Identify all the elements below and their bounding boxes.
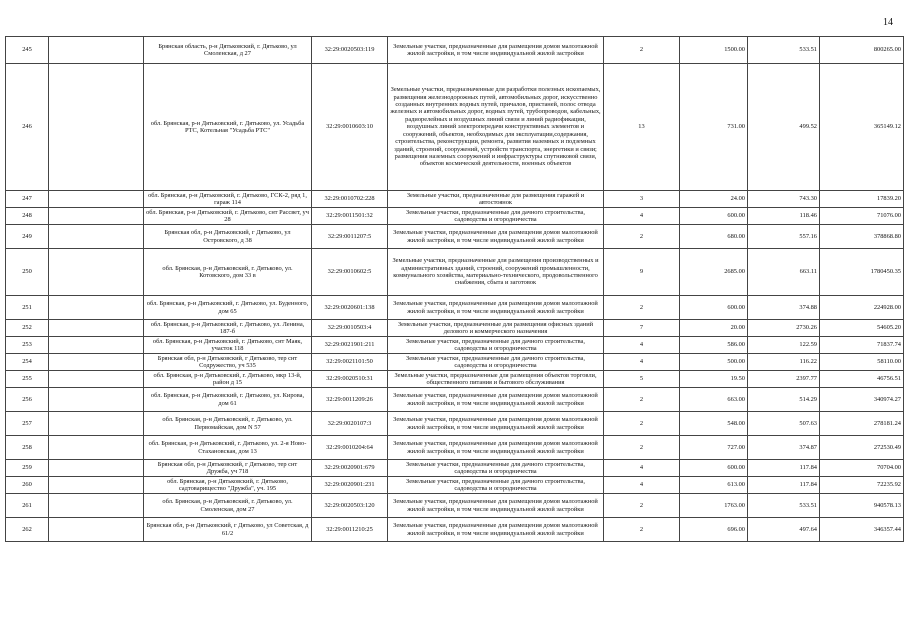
land-use-cell: Земельные участки, предназначенные для размещения производственных и административных зданий, строений, сооружений промышленности, коммунального хозяйства, материально-технического, продовольственного снабжения, сбыта и заготовок xyxy=(388,249,604,296)
blank-cell xyxy=(49,249,144,296)
table-row xyxy=(6,191,904,208)
area-cell: 600.00 xyxy=(680,296,748,320)
address-cell: обл. Брянская, р-н Дятьковский, г. Дятьково, ул. Ленина, 187-б xyxy=(144,320,312,337)
cadastral-value-cell: 346357.44 xyxy=(820,518,904,542)
rate-cell: 514.29 xyxy=(748,388,820,412)
row-number: 248 xyxy=(6,208,49,225)
row-number: 254 xyxy=(6,354,49,371)
cadastral-value-cell: 71076.00 xyxy=(820,208,904,225)
category-cell: 2 xyxy=(604,388,680,412)
cadastral-number-cell: 32:29:0021101:50 xyxy=(312,354,388,371)
table-row xyxy=(6,477,904,494)
table-row xyxy=(6,320,904,337)
cadastral-value-cell: 800265.00 xyxy=(820,37,904,64)
cadastral-value-cell: 224928.00 xyxy=(820,296,904,320)
rate-cell: 2397.77 xyxy=(748,371,820,388)
blank-cell xyxy=(49,225,144,249)
category-cell: 4 xyxy=(604,354,680,371)
address-cell: обл. Брянская, р-н Дятьковский, г. Дятьково, ул. Усадьба РТС, Котельная "Усадьба РТС" xyxy=(144,64,312,191)
row-number: 258 xyxy=(6,436,49,460)
land-use-cell: Земельные участки, предназначенные для дачного строительства, садоводства и огородничества xyxy=(388,460,604,477)
cadastral-value-cell: 340974.27 xyxy=(820,388,904,412)
blank-cell xyxy=(49,518,144,542)
blank-cell xyxy=(49,371,144,388)
land-use-cell: Земельные участки, предназначенные для размещения домов малоэтажной жилой застройки, в том числе индивидуальной жилой застройки xyxy=(388,494,604,518)
rate-cell: 122.59 xyxy=(748,337,820,354)
category-cell: 2 xyxy=(604,494,680,518)
land-use-cell: Земельные участки, предназначенные для размещения домов малоэтажной жилой застройки, в том числе индивидуальной жилой застройки xyxy=(388,225,604,249)
row-number: 255 xyxy=(6,371,49,388)
blank-cell xyxy=(49,191,144,208)
land-use-cell: Земельные участки, предназначенные для размещения домов малоэтажной жилой застройки, в том числе индивидуальной жилой застройки xyxy=(388,296,604,320)
cadastral-value-cell: 1780450.35 xyxy=(820,249,904,296)
address-cell: Брянская обл, р-н Дятьковский, г Дятьково, тер снт Дружба, уч 718 xyxy=(144,460,312,477)
area-cell: 500.00 xyxy=(680,354,748,371)
land-use-cell: Земельные участки, предназначенные для разработки полезных ископаемых, размещения железнодорожных путей, автомобильных дорог, искусственно созданных внутренних водных путей, причалов, пристаней, полос отвода железных и автомобильных дорог, водных путей, трубопроводов, кабельных, радиорелейных и воздушных линий связи и линий радиофикации, воздушных линий электропередачи конструктивных элементов и сооружений, объектов, необходимых для эксплуатации,содержания, строительства, реконструкции, ремонта, развития наземных и подземных зданий, строений, сооружений, устройств транспорта, энергетики и связи; размещения наземных сооружений и инфраструктуры спутниковой связи, объектов космической деятельности, военных объектов xyxy=(388,64,604,191)
address-cell: Брянская обл, р-н Дятьковский, г Дятьково, ул Островского, д 38 xyxy=(144,225,312,249)
category-cell: 4 xyxy=(604,477,680,494)
blank-cell xyxy=(49,296,144,320)
cadastral-value-cell: 46756.51 xyxy=(820,371,904,388)
land-use-cell: Земельные участки, предназначенные для размещения домов малоэтажной жилой застройки, в том числе индивидуальной жилой застройки xyxy=(388,412,604,436)
area-cell: 663.00 xyxy=(680,388,748,412)
land-use-cell: Земельные участки, предназначенные для размещения домов малоэтажной жилой застройки, в том числе индивидуальной жилой застройки xyxy=(388,436,604,460)
row-number: 260 xyxy=(6,477,49,494)
cadastral-number-cell: 32:29:0010602:5 xyxy=(312,249,388,296)
area-cell: 613.00 xyxy=(680,477,748,494)
rate-cell: 533.51 xyxy=(748,37,820,64)
category-cell: 7 xyxy=(604,320,680,337)
row-number: 253 xyxy=(6,337,49,354)
row-number: 250 xyxy=(6,249,49,296)
address-cell: обл. Брянская, р-н Дятьковский, г. Дятьково, мкр 13-й, район д 15 xyxy=(144,371,312,388)
cadastral-number-cell: 32:29:0011209:26 xyxy=(312,388,388,412)
cadastral-number-cell: 32:29:0010503:4 xyxy=(312,320,388,337)
rate-cell: 117.84 xyxy=(748,460,820,477)
cadastral-number-cell: 32:29:0010702:228 xyxy=(312,191,388,208)
rate-cell: 117.84 xyxy=(748,477,820,494)
category-cell: 4 xyxy=(604,337,680,354)
rate-cell: 557.16 xyxy=(748,225,820,249)
land-use-cell: Земельные участки, предназначенные для размещения гаражей и автостоянок xyxy=(388,191,604,208)
area-cell: 548.00 xyxy=(680,412,748,436)
rate-cell: 374.87 xyxy=(748,436,820,460)
blank-cell xyxy=(49,37,144,64)
row-number: 247 xyxy=(6,191,49,208)
area-cell: 600.00 xyxy=(680,460,748,477)
cadastral-number-cell: 32:29:0020503:119 xyxy=(312,37,388,64)
cadastral-number-cell: 32:29:0011501:32 xyxy=(312,208,388,225)
cadastral-value-cell: 365149.12 xyxy=(820,64,904,191)
table-row xyxy=(6,225,904,249)
cadastral-number-cell: 32:29:0010204:64 xyxy=(312,436,388,460)
address-cell: обл. Брянская, р-н Дятьковский, г. Дятьково, ГСК-2, ряд 1, гараж 114 xyxy=(144,191,312,208)
address-cell: обл. Брянская, р-н Дятьковский, г. Дятьково, снт Маяк, участок 118 xyxy=(144,337,312,354)
category-cell: 4 xyxy=(604,208,680,225)
rate-cell: 497.64 xyxy=(748,518,820,542)
address-cell: обл. Брянская, р-н Дятьковский, г. Дятьково, ул. Котовского, дом 33 в xyxy=(144,249,312,296)
area-cell: 1500.00 xyxy=(680,37,748,64)
row-number: 262 xyxy=(6,518,49,542)
blank-cell xyxy=(49,64,144,191)
area-cell: 600.00 xyxy=(680,208,748,225)
row-number: 261 xyxy=(6,494,49,518)
land-use-cell: Земельные участки, предназначенные для дачного строительства, садоводства и огородничества xyxy=(388,337,604,354)
table-row xyxy=(6,208,904,225)
land-use-cell: Земельные участки, предназначенные для дачного строительства, садоводства и огородничества xyxy=(388,354,604,371)
table-row xyxy=(6,518,904,542)
blank-cell xyxy=(49,477,144,494)
address-cell: обл. Брянская, р-н Дятьковский, г. Дятьково, ул. Кирова, дом 61 xyxy=(144,388,312,412)
table-row xyxy=(6,296,904,320)
blank-cell xyxy=(49,208,144,225)
rate-cell: 533.51 xyxy=(748,494,820,518)
cadastral-value-table xyxy=(5,36,904,542)
category-cell: 13 xyxy=(604,64,680,191)
blank-cell xyxy=(49,337,144,354)
table-row xyxy=(6,354,904,371)
cadastral-number-cell: 32:29:0011210:25 xyxy=(312,518,388,542)
table-row xyxy=(6,37,904,64)
table-row xyxy=(6,337,904,354)
table-row xyxy=(6,249,904,296)
row-number: 256 xyxy=(6,388,49,412)
land-use-cell: Земельные участки, предназначенные для дачного строительства, садоводства и огородничества xyxy=(388,208,604,225)
rate-cell: 507.63 xyxy=(748,412,820,436)
table-row xyxy=(6,388,904,412)
rate-cell: 116.22 xyxy=(748,354,820,371)
rate-cell: 499.52 xyxy=(748,64,820,191)
rate-cell: 743.30 xyxy=(748,191,820,208)
cadastral-number-cell: 32:29:0011207:5 xyxy=(312,225,388,249)
table-row xyxy=(6,64,904,191)
category-cell: 2 xyxy=(604,296,680,320)
cadastral-number-cell: 32:29:0021901:211 xyxy=(312,337,388,354)
area-cell: 19.50 xyxy=(680,371,748,388)
blank-cell xyxy=(49,412,144,436)
cadastral-number-cell: 32:29:0020901:679 xyxy=(312,460,388,477)
table-row xyxy=(6,436,904,460)
blank-cell xyxy=(49,460,144,477)
area-cell: 1763.00 xyxy=(680,494,748,518)
land-use-cell: Земельные участки, предназначенные для размещения домов малоэтажной жилой застройки, в том числе индивидуальной жилой застройки xyxy=(388,388,604,412)
land-use-cell: Земельные участки, предназначенные для размещения офисных зданий делового и коммерческого назначения xyxy=(388,320,604,337)
rate-cell: 374.88 xyxy=(748,296,820,320)
cadastral-value-cell: 17839.20 xyxy=(820,191,904,208)
address-cell: обл. Брянская, р-н Дятьковский, г. Дятьково, снт Рассвет, уч 28 xyxy=(144,208,312,225)
rate-cell: 663.11 xyxy=(748,249,820,296)
address-cell: Брянская обл, р-н Дятьковский, г Дятьково, ул Советская, д 61/2 xyxy=(144,518,312,542)
land-use-cell: Земельные участки, предназначенные для дачного строительства, садоводства и огородничества xyxy=(388,477,604,494)
blank-cell xyxy=(49,494,144,518)
area-cell: 680.00 xyxy=(680,225,748,249)
area-cell: 20.00 xyxy=(680,320,748,337)
address-cell: Брянская обл, р-н Дятьковский, г Дятьково, тер снт Содружество, уч 535 xyxy=(144,354,312,371)
category-cell: 2 xyxy=(604,225,680,249)
cadastral-value-cell: 71837.74 xyxy=(820,337,904,354)
row-number: 257 xyxy=(6,412,49,436)
row-number: 251 xyxy=(6,296,49,320)
area-cell: 727.00 xyxy=(680,436,748,460)
cadastral-value-cell: 58110.00 xyxy=(820,354,904,371)
address-cell: обл. Брянская, р-н Дятьковский, г. Дятьково, ул. 2-я Ново-Стахановская, дом 13 xyxy=(144,436,312,460)
address-cell: обл. Брянская, р-н Дятьковский, г. Дятьково, ул. Первомайская, дом N 57 xyxy=(144,412,312,436)
address-cell: обл. Брянская, р-н Дятьковский, г. Дятьково, садтоварищество "Дружба", уч. 195 xyxy=(144,477,312,494)
land-use-cell: Земельные участки, предназначенные для размещения домов малоэтажной жилой застройки, в том числе индивидуальной жилой застройки xyxy=(388,37,604,64)
address-cell: обл. Брянская, р-н Дятьковский, г. Дятьково, ул. Буденного, дом 65 xyxy=(144,296,312,320)
address-cell: Брянская область, р-н Дятьковский, г. Дятьково, ул Смоленская, д 27 xyxy=(144,37,312,64)
row-number: 246 xyxy=(6,64,49,191)
category-cell: 5 xyxy=(604,371,680,388)
cadastral-number-cell: 32:29:0020601:138 xyxy=(312,296,388,320)
category-cell: 2 xyxy=(604,436,680,460)
land-use-cell: Земельные участки, предназначенные для размещения домов малоэтажной жилой застройки, в том числе индивидуальной жилой застройки xyxy=(388,518,604,542)
category-cell: 4 xyxy=(604,460,680,477)
row-number: 245 xyxy=(6,37,49,64)
area-cell: 24.00 xyxy=(680,191,748,208)
area-cell: 731.00 xyxy=(680,64,748,191)
category-cell: 2 xyxy=(604,37,680,64)
rate-cell: 118.46 xyxy=(748,208,820,225)
cadastral-value-cell: 940578.13 xyxy=(820,494,904,518)
cadastral-value-cell: 378868.80 xyxy=(820,225,904,249)
category-cell: 2 xyxy=(604,412,680,436)
cadastral-number-cell: 32:29:0020510:31 xyxy=(312,371,388,388)
area-cell: 2685.00 xyxy=(680,249,748,296)
table-row xyxy=(6,460,904,477)
row-number: 259 xyxy=(6,460,49,477)
page-number: 14 xyxy=(883,17,893,28)
cadastral-value-cell: 72235.92 xyxy=(820,477,904,494)
cadastral-value-cell: 272530.49 xyxy=(820,436,904,460)
address-cell: обл. Брянская, р-н Дятьковский, г. Дятьково, ул. Смоленская, дом 27 xyxy=(144,494,312,518)
cadastral-number-cell: 32:29:0020107:3 xyxy=(312,412,388,436)
blank-cell xyxy=(49,436,144,460)
cadastral-value-cell: 54605.20 xyxy=(820,320,904,337)
cadastral-number-cell: 32:29:0020901:231 xyxy=(312,477,388,494)
category-cell: 3 xyxy=(604,191,680,208)
table-row xyxy=(6,494,904,518)
category-cell: 2 xyxy=(604,518,680,542)
cadastral-value-cell: 278181.24 xyxy=(820,412,904,436)
row-number: 249 xyxy=(6,225,49,249)
blank-cell xyxy=(49,320,144,337)
blank-cell xyxy=(49,388,144,412)
rate-cell: 2730.26 xyxy=(748,320,820,337)
blank-cell xyxy=(49,354,144,371)
land-use-cell: Земельные участки, предназначенные для размещения объектов торговли, общественного питания и бытового обслуживания xyxy=(388,371,604,388)
cadastral-number-cell: 32:29:0010603:10 xyxy=(312,64,388,191)
table-row xyxy=(6,412,904,436)
category-cell: 9 xyxy=(604,249,680,296)
row-number: 252 xyxy=(6,320,49,337)
area-cell: 696.00 xyxy=(680,518,748,542)
cadastral-value-cell: 70704.00 xyxy=(820,460,904,477)
cadastral-number-cell: 32:29:0020503:120 xyxy=(312,494,388,518)
area-cell: 586.00 xyxy=(680,337,748,354)
table-row xyxy=(6,371,904,388)
